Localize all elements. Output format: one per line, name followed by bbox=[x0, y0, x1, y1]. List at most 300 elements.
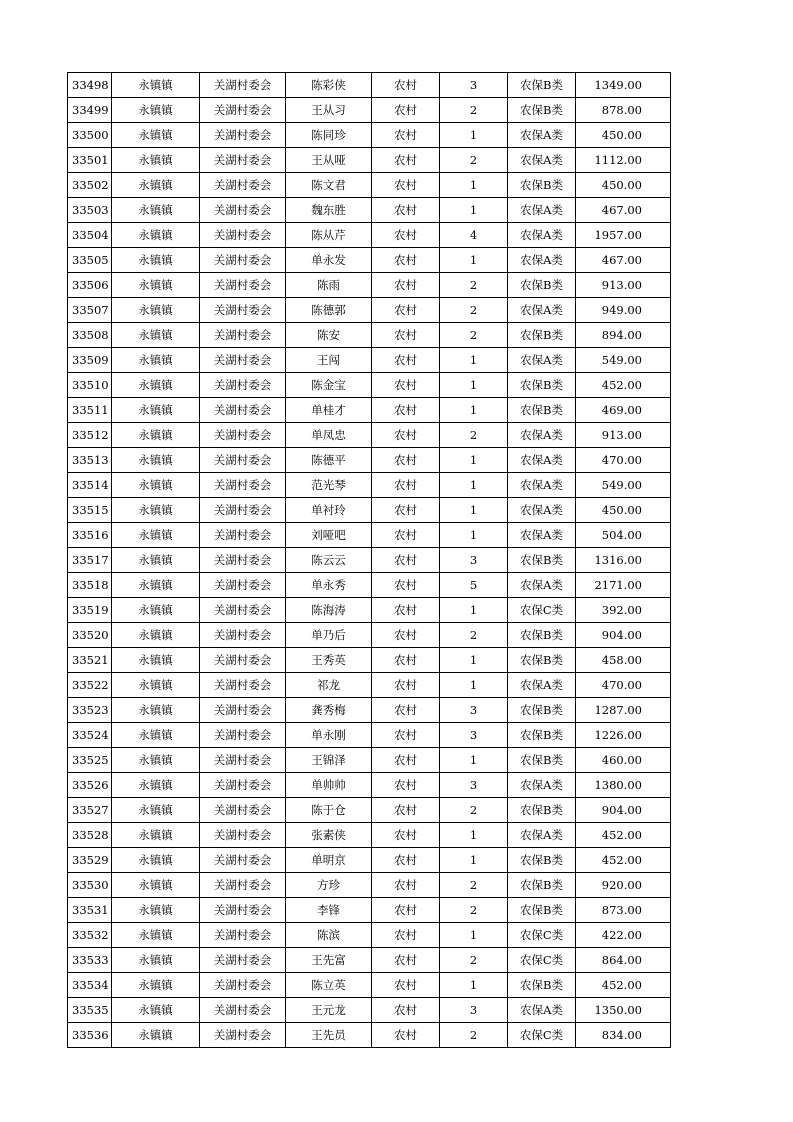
amount-cell: 452.00 bbox=[576, 973, 671, 998]
household-count-cell: 1 bbox=[440, 123, 508, 148]
table-row bbox=[68, 398, 671, 423]
amount-cell: 452.00 bbox=[576, 848, 671, 873]
record-id-cell: 33500 bbox=[68, 123, 112, 148]
town-cell: 永镇镇 bbox=[112, 1023, 200, 1048]
person-name-cell: 刘哑吧 bbox=[286, 523, 372, 548]
area-type-cell: 农村 bbox=[372, 473, 440, 498]
household-count-cell: 1 bbox=[440, 398, 508, 423]
record-id-cell: 33535 bbox=[68, 998, 112, 1023]
table-row bbox=[68, 448, 671, 473]
person-name-cell: 单永发 bbox=[286, 248, 372, 273]
town-cell: 永镇镇 bbox=[112, 948, 200, 973]
insurance-category-cell: 农保A类 bbox=[508, 248, 576, 273]
table-row bbox=[68, 948, 671, 973]
insurance-category-cell: 农保C类 bbox=[508, 948, 576, 973]
insurance-category-cell: 农保B类 bbox=[508, 648, 576, 673]
village-committee-cell: 关湖村委会 bbox=[200, 923, 286, 948]
person-name-cell: 王先员 bbox=[286, 1023, 372, 1048]
town-cell: 永镇镇 bbox=[112, 623, 200, 648]
village-committee-cell: 关湖村委会 bbox=[200, 498, 286, 523]
insurance-category-cell: 农保A类 bbox=[508, 573, 576, 598]
person-name-cell: 王闯 bbox=[286, 348, 372, 373]
person-name-cell: 陈德郭 bbox=[286, 298, 372, 323]
record-id-cell: 33528 bbox=[68, 823, 112, 848]
insurance-category-cell: 农保C类 bbox=[508, 1023, 576, 1048]
insurance-category-cell: 农保A类 bbox=[508, 298, 576, 323]
record-id-cell: 33513 bbox=[68, 448, 112, 473]
area-type-cell: 农村 bbox=[372, 323, 440, 348]
household-count-cell: 1 bbox=[440, 448, 508, 473]
village-committee-cell: 关湖村委会 bbox=[200, 198, 286, 223]
amount-cell: 949.00 bbox=[576, 298, 671, 323]
record-id-cell: 33499 bbox=[68, 98, 112, 123]
household-count-cell: 1 bbox=[440, 473, 508, 498]
town-cell: 永镇镇 bbox=[112, 648, 200, 673]
village-committee-cell: 关湖村委会 bbox=[200, 473, 286, 498]
record-id-cell: 33515 bbox=[68, 498, 112, 523]
record-id-cell: 33533 bbox=[68, 948, 112, 973]
table-row bbox=[68, 573, 671, 598]
insurance-category-cell: 农保C类 bbox=[508, 598, 576, 623]
town-cell: 永镇镇 bbox=[112, 273, 200, 298]
amount-cell: 1226.00 bbox=[576, 723, 671, 748]
area-type-cell: 农村 bbox=[372, 898, 440, 923]
household-count-cell: 1 bbox=[440, 198, 508, 223]
person-name-cell: 陈金宝 bbox=[286, 373, 372, 398]
amount-cell: 1112.00 bbox=[576, 148, 671, 173]
amount-cell: 904.00 bbox=[576, 623, 671, 648]
town-cell: 永镇镇 bbox=[112, 698, 200, 723]
village-committee-cell: 关湖村委会 bbox=[200, 273, 286, 298]
household-count-cell: 2 bbox=[440, 948, 508, 973]
area-type-cell: 农村 bbox=[372, 798, 440, 823]
area-type-cell: 农村 bbox=[372, 198, 440, 223]
household-count-cell: 1 bbox=[440, 923, 508, 948]
town-cell: 永镇镇 bbox=[112, 173, 200, 198]
area-type-cell: 农村 bbox=[372, 873, 440, 898]
person-name-cell: 陈立英 bbox=[286, 973, 372, 998]
town-cell: 永镇镇 bbox=[112, 898, 200, 923]
insurance-category-cell: 农保A类 bbox=[508, 123, 576, 148]
insurance-category-cell: 农保B类 bbox=[508, 173, 576, 198]
household-count-cell: 1 bbox=[440, 598, 508, 623]
household-count-cell: 2 bbox=[440, 623, 508, 648]
town-cell: 永镇镇 bbox=[112, 248, 200, 273]
record-id-cell: 33504 bbox=[68, 223, 112, 248]
record-id-cell: 33529 bbox=[68, 848, 112, 873]
person-name-cell: 陈德平 bbox=[286, 448, 372, 473]
person-name-cell: 单永秀 bbox=[286, 573, 372, 598]
town-cell: 永镇镇 bbox=[112, 973, 200, 998]
record-id-cell: 33523 bbox=[68, 698, 112, 723]
household-count-cell: 5 bbox=[440, 573, 508, 598]
village-committee-cell: 关湖村委会 bbox=[200, 823, 286, 848]
table-row bbox=[68, 148, 671, 173]
household-count-cell: 1 bbox=[440, 823, 508, 848]
area-type-cell: 农村 bbox=[372, 273, 440, 298]
record-id-cell: 33531 bbox=[68, 898, 112, 923]
household-count-cell: 1 bbox=[440, 523, 508, 548]
table-body bbox=[68, 73, 671, 1048]
household-count-cell: 3 bbox=[440, 773, 508, 798]
amount-cell: 920.00 bbox=[576, 873, 671, 898]
area-type-cell: 农村 bbox=[372, 723, 440, 748]
person-name-cell: 王锦泽 bbox=[286, 748, 372, 773]
town-cell: 永镇镇 bbox=[112, 223, 200, 248]
insurance-category-cell: 农保A类 bbox=[508, 348, 576, 373]
insurance-category-cell: 农保B类 bbox=[508, 848, 576, 873]
household-count-cell: 1 bbox=[440, 648, 508, 673]
amount-cell: 873.00 bbox=[576, 898, 671, 923]
village-committee-cell: 关湖村委会 bbox=[200, 73, 286, 98]
amount-cell: 470.00 bbox=[576, 448, 671, 473]
person-name-cell: 单桂才 bbox=[286, 398, 372, 423]
village-committee-cell: 关湖村委会 bbox=[200, 998, 286, 1023]
table-row bbox=[68, 473, 671, 498]
area-type-cell: 农村 bbox=[372, 998, 440, 1023]
town-cell: 永镇镇 bbox=[112, 848, 200, 873]
record-id-cell: 33506 bbox=[68, 273, 112, 298]
town-cell: 永镇镇 bbox=[112, 523, 200, 548]
area-type-cell: 农村 bbox=[372, 423, 440, 448]
household-count-cell: 1 bbox=[440, 498, 508, 523]
person-name-cell: 王秀英 bbox=[286, 648, 372, 673]
village-committee-cell: 关湖村委会 bbox=[200, 223, 286, 248]
insurance-category-cell: 农保B类 bbox=[508, 748, 576, 773]
town-cell: 永镇镇 bbox=[112, 873, 200, 898]
record-id-cell: 33512 bbox=[68, 423, 112, 448]
record-id-cell: 33527 bbox=[68, 798, 112, 823]
village-committee-cell: 关湖村委会 bbox=[200, 748, 286, 773]
record-id-cell: 33532 bbox=[68, 923, 112, 948]
table-row bbox=[68, 998, 671, 1023]
village-committee-cell: 关湖村委会 bbox=[200, 848, 286, 873]
village-committee-cell: 关湖村委会 bbox=[200, 573, 286, 598]
amount-cell: 1380.00 bbox=[576, 773, 671, 798]
household-count-cell: 1 bbox=[440, 673, 508, 698]
table-row bbox=[68, 548, 671, 573]
town-cell: 永镇镇 bbox=[112, 123, 200, 148]
town-cell: 永镇镇 bbox=[112, 398, 200, 423]
amount-cell: 467.00 bbox=[576, 248, 671, 273]
area-type-cell: 农村 bbox=[372, 73, 440, 98]
table-row bbox=[68, 623, 671, 648]
insurance-category-cell: 农保B类 bbox=[508, 623, 576, 648]
amount-cell: 904.00 bbox=[576, 798, 671, 823]
household-count-cell: 2 bbox=[440, 273, 508, 298]
village-committee-cell: 关湖村委会 bbox=[200, 248, 286, 273]
town-cell: 永镇镇 bbox=[112, 748, 200, 773]
area-type-cell: 农村 bbox=[372, 298, 440, 323]
person-name-cell: 陈云云 bbox=[286, 548, 372, 573]
area-type-cell: 农村 bbox=[372, 623, 440, 648]
village-committee-cell: 关湖村委会 bbox=[200, 673, 286, 698]
amount-cell: 450.00 bbox=[576, 173, 671, 198]
amount-cell: 450.00 bbox=[576, 123, 671, 148]
amount-cell: 450.00 bbox=[576, 498, 671, 523]
insurance-category-cell: 农保B类 bbox=[508, 323, 576, 348]
village-committee-cell: 关湖村委会 bbox=[200, 873, 286, 898]
person-name-cell: 陈安 bbox=[286, 323, 372, 348]
household-count-cell: 3 bbox=[440, 998, 508, 1023]
area-type-cell: 农村 bbox=[372, 548, 440, 573]
table-row bbox=[68, 823, 671, 848]
insurance-category-cell: 农保B类 bbox=[508, 723, 576, 748]
household-count-cell: 1 bbox=[440, 173, 508, 198]
household-count-cell: 2 bbox=[440, 873, 508, 898]
table-row bbox=[68, 898, 671, 923]
household-count-cell: 2 bbox=[440, 423, 508, 448]
amount-cell: 913.00 bbox=[576, 273, 671, 298]
record-id-cell: 33522 bbox=[68, 673, 112, 698]
insurance-category-cell: 农保B类 bbox=[508, 73, 576, 98]
insurance-category-cell: 农保B类 bbox=[508, 798, 576, 823]
table-row bbox=[68, 698, 671, 723]
area-type-cell: 农村 bbox=[372, 573, 440, 598]
town-cell: 永镇镇 bbox=[112, 798, 200, 823]
town-cell: 永镇镇 bbox=[112, 448, 200, 473]
person-name-cell: 龚秀梅 bbox=[286, 698, 372, 723]
person-name-cell: 陈彩侠 bbox=[286, 73, 372, 98]
village-committee-cell: 关湖村委会 bbox=[200, 773, 286, 798]
area-type-cell: 农村 bbox=[372, 948, 440, 973]
area-type-cell: 农村 bbox=[372, 1023, 440, 1048]
record-id-cell: 33509 bbox=[68, 348, 112, 373]
amount-cell: 894.00 bbox=[576, 323, 671, 348]
town-cell: 永镇镇 bbox=[112, 923, 200, 948]
record-id-cell: 33510 bbox=[68, 373, 112, 398]
insurance-category-cell: 农保A类 bbox=[508, 823, 576, 848]
insurance-category-cell: 农保A类 bbox=[508, 998, 576, 1023]
household-count-cell: 2 bbox=[440, 148, 508, 173]
amount-cell: 504.00 bbox=[576, 523, 671, 548]
insurance-category-cell: 农保A类 bbox=[508, 498, 576, 523]
town-cell: 永镇镇 bbox=[112, 473, 200, 498]
town-cell: 永镇镇 bbox=[112, 98, 200, 123]
village-committee-cell: 关湖村委会 bbox=[200, 648, 286, 673]
table-row bbox=[68, 973, 671, 998]
town-cell: 永镇镇 bbox=[112, 298, 200, 323]
table-row bbox=[68, 498, 671, 523]
household-count-cell: 3 bbox=[440, 723, 508, 748]
town-cell: 永镇镇 bbox=[112, 198, 200, 223]
table-row bbox=[68, 423, 671, 448]
amount-cell: 470.00 bbox=[576, 673, 671, 698]
area-type-cell: 农村 bbox=[372, 398, 440, 423]
village-committee-cell: 关湖村委会 bbox=[200, 898, 286, 923]
village-committee-cell: 关湖村委会 bbox=[200, 298, 286, 323]
record-id-cell: 33534 bbox=[68, 973, 112, 998]
person-name-cell: 方珍 bbox=[286, 873, 372, 898]
household-count-cell: 2 bbox=[440, 298, 508, 323]
town-cell: 永镇镇 bbox=[112, 148, 200, 173]
table-row bbox=[68, 798, 671, 823]
table-row bbox=[68, 298, 671, 323]
area-type-cell: 农村 bbox=[372, 173, 440, 198]
record-id-cell: 33502 bbox=[68, 173, 112, 198]
household-count-cell: 2 bbox=[440, 98, 508, 123]
table-row bbox=[68, 273, 671, 298]
area-type-cell: 农村 bbox=[372, 98, 440, 123]
village-committee-cell: 关湖村委会 bbox=[200, 973, 286, 998]
area-type-cell: 农村 bbox=[372, 923, 440, 948]
household-count-cell: 3 bbox=[440, 698, 508, 723]
person-name-cell: 陈雨 bbox=[286, 273, 372, 298]
person-name-cell: 单帅帅 bbox=[286, 773, 372, 798]
insurance-category-cell: 农保A类 bbox=[508, 773, 576, 798]
area-type-cell: 农村 bbox=[372, 448, 440, 473]
amount-cell: 469.00 bbox=[576, 398, 671, 423]
area-type-cell: 农村 bbox=[372, 648, 440, 673]
household-count-cell: 1 bbox=[440, 848, 508, 873]
person-name-cell: 单永刚 bbox=[286, 723, 372, 748]
amount-cell: 452.00 bbox=[576, 373, 671, 398]
person-name-cell: 陈海涛 bbox=[286, 598, 372, 623]
amount-cell: 913.00 bbox=[576, 423, 671, 448]
table-row bbox=[68, 873, 671, 898]
amount-cell: 1957.00 bbox=[576, 223, 671, 248]
insurance-category-cell: 农保A类 bbox=[508, 673, 576, 698]
record-id-cell: 33519 bbox=[68, 598, 112, 623]
area-type-cell: 农村 bbox=[372, 123, 440, 148]
insurance-category-cell: 农保B类 bbox=[508, 373, 576, 398]
table-row bbox=[68, 1023, 671, 1048]
village-committee-cell: 关湖村委会 bbox=[200, 398, 286, 423]
record-id-cell: 33503 bbox=[68, 198, 112, 223]
area-type-cell: 农村 bbox=[372, 823, 440, 848]
record-id-cell: 33501 bbox=[68, 148, 112, 173]
village-committee-cell: 关湖村委会 bbox=[200, 173, 286, 198]
person-name-cell: 王元龙 bbox=[286, 998, 372, 1023]
village-committee-cell: 关湖村委会 bbox=[200, 423, 286, 448]
village-committee-cell: 关湖村委会 bbox=[200, 798, 286, 823]
household-count-cell: 3 bbox=[440, 73, 508, 98]
amount-cell: 1287.00 bbox=[576, 698, 671, 723]
insurance-category-cell: 农保A类 bbox=[508, 423, 576, 448]
insurance-category-cell: 农保A类 bbox=[508, 473, 576, 498]
area-type-cell: 农村 bbox=[372, 523, 440, 548]
amount-cell: 549.00 bbox=[576, 473, 671, 498]
town-cell: 永镇镇 bbox=[112, 573, 200, 598]
person-name-cell: 范光琴 bbox=[286, 473, 372, 498]
household-count-cell: 1 bbox=[440, 248, 508, 273]
insurance-category-cell: 农保A类 bbox=[508, 223, 576, 248]
person-name-cell: 陈从芹 bbox=[286, 223, 372, 248]
village-committee-cell: 关湖村委会 bbox=[200, 98, 286, 123]
area-type-cell: 农村 bbox=[372, 148, 440, 173]
area-type-cell: 农村 bbox=[372, 673, 440, 698]
household-count-cell: 2 bbox=[440, 898, 508, 923]
record-id-cell: 33536 bbox=[68, 1023, 112, 1048]
town-cell: 永镇镇 bbox=[112, 723, 200, 748]
town-cell: 永镇镇 bbox=[112, 498, 200, 523]
record-id-cell: 33517 bbox=[68, 548, 112, 573]
table-row bbox=[68, 598, 671, 623]
insurance-category-cell: 农保B类 bbox=[508, 698, 576, 723]
amount-cell: 392.00 bbox=[576, 598, 671, 623]
table-row bbox=[68, 673, 671, 698]
town-cell: 永镇镇 bbox=[112, 673, 200, 698]
person-name-cell: 陈于仓 bbox=[286, 798, 372, 823]
town-cell: 永镇镇 bbox=[112, 998, 200, 1023]
person-name-cell: 张素侠 bbox=[286, 823, 372, 848]
insurance-category-cell: 农保C类 bbox=[508, 923, 576, 948]
household-count-cell: 1 bbox=[440, 973, 508, 998]
town-cell: 永镇镇 bbox=[112, 548, 200, 573]
record-id-cell: 33524 bbox=[68, 723, 112, 748]
record-id-cell: 33520 bbox=[68, 623, 112, 648]
table-row bbox=[68, 923, 671, 948]
insurance-category-cell: 农保B类 bbox=[508, 973, 576, 998]
household-count-cell: 2 bbox=[440, 1023, 508, 1048]
town-cell: 永镇镇 bbox=[112, 423, 200, 448]
area-type-cell: 农村 bbox=[372, 223, 440, 248]
person-name-cell: 陈文君 bbox=[286, 173, 372, 198]
table-row bbox=[68, 198, 671, 223]
area-type-cell: 农村 bbox=[372, 248, 440, 273]
person-name-cell: 李锋 bbox=[286, 898, 372, 923]
village-committee-cell: 关湖村委会 bbox=[200, 698, 286, 723]
amount-cell: 864.00 bbox=[576, 948, 671, 973]
amount-cell: 460.00 bbox=[576, 748, 671, 773]
village-committee-cell: 关湖村委会 bbox=[200, 373, 286, 398]
household-count-cell: 1 bbox=[440, 373, 508, 398]
household-count-cell: 4 bbox=[440, 223, 508, 248]
person-name-cell: 单明京 bbox=[286, 848, 372, 873]
record-id-cell: 33498 bbox=[68, 73, 112, 98]
village-committee-cell: 关湖村委会 bbox=[200, 123, 286, 148]
person-name-cell: 王先富 bbox=[286, 948, 372, 973]
area-type-cell: 农村 bbox=[372, 498, 440, 523]
person-name-cell: 陈同珍 bbox=[286, 123, 372, 148]
amount-cell: 458.00 bbox=[576, 648, 671, 673]
town-cell: 永镇镇 bbox=[112, 773, 200, 798]
area-type-cell: 农村 bbox=[372, 973, 440, 998]
amount-cell: 422.00 bbox=[576, 923, 671, 948]
table-row bbox=[68, 648, 671, 673]
village-committee-cell: 关湖村委会 bbox=[200, 348, 286, 373]
table-row bbox=[68, 123, 671, 148]
household-count-cell: 1 bbox=[440, 348, 508, 373]
area-type-cell: 农村 bbox=[372, 348, 440, 373]
area-type-cell: 农村 bbox=[372, 598, 440, 623]
record-id-cell: 33525 bbox=[68, 748, 112, 773]
person-name-cell: 祁龙 bbox=[286, 673, 372, 698]
record-id-cell: 33508 bbox=[68, 323, 112, 348]
town-cell: 永镇镇 bbox=[112, 823, 200, 848]
insurance-category-cell: 农保B类 bbox=[508, 898, 576, 923]
insurance-category-cell: 农保A类 bbox=[508, 198, 576, 223]
record-id-cell: 33507 bbox=[68, 298, 112, 323]
amount-cell: 2171.00 bbox=[576, 573, 671, 598]
table-row bbox=[68, 323, 671, 348]
insurance-category-cell: 农保A类 bbox=[508, 448, 576, 473]
table-row bbox=[68, 248, 671, 273]
table-row bbox=[68, 748, 671, 773]
amount-cell: 878.00 bbox=[576, 98, 671, 123]
record-id-cell: 33505 bbox=[68, 248, 112, 273]
area-type-cell: 农村 bbox=[372, 748, 440, 773]
amount-cell: 549.00 bbox=[576, 348, 671, 373]
town-cell: 永镇镇 bbox=[112, 373, 200, 398]
amount-cell: 1349.00 bbox=[576, 73, 671, 98]
village-committee-cell: 关湖村委会 bbox=[200, 723, 286, 748]
insurance-category-cell: 农保A类 bbox=[508, 523, 576, 548]
amount-cell: 467.00 bbox=[576, 198, 671, 223]
village-committee-cell: 关湖村委会 bbox=[200, 623, 286, 648]
area-type-cell: 农村 bbox=[372, 848, 440, 873]
household-count-cell: 1 bbox=[440, 748, 508, 773]
